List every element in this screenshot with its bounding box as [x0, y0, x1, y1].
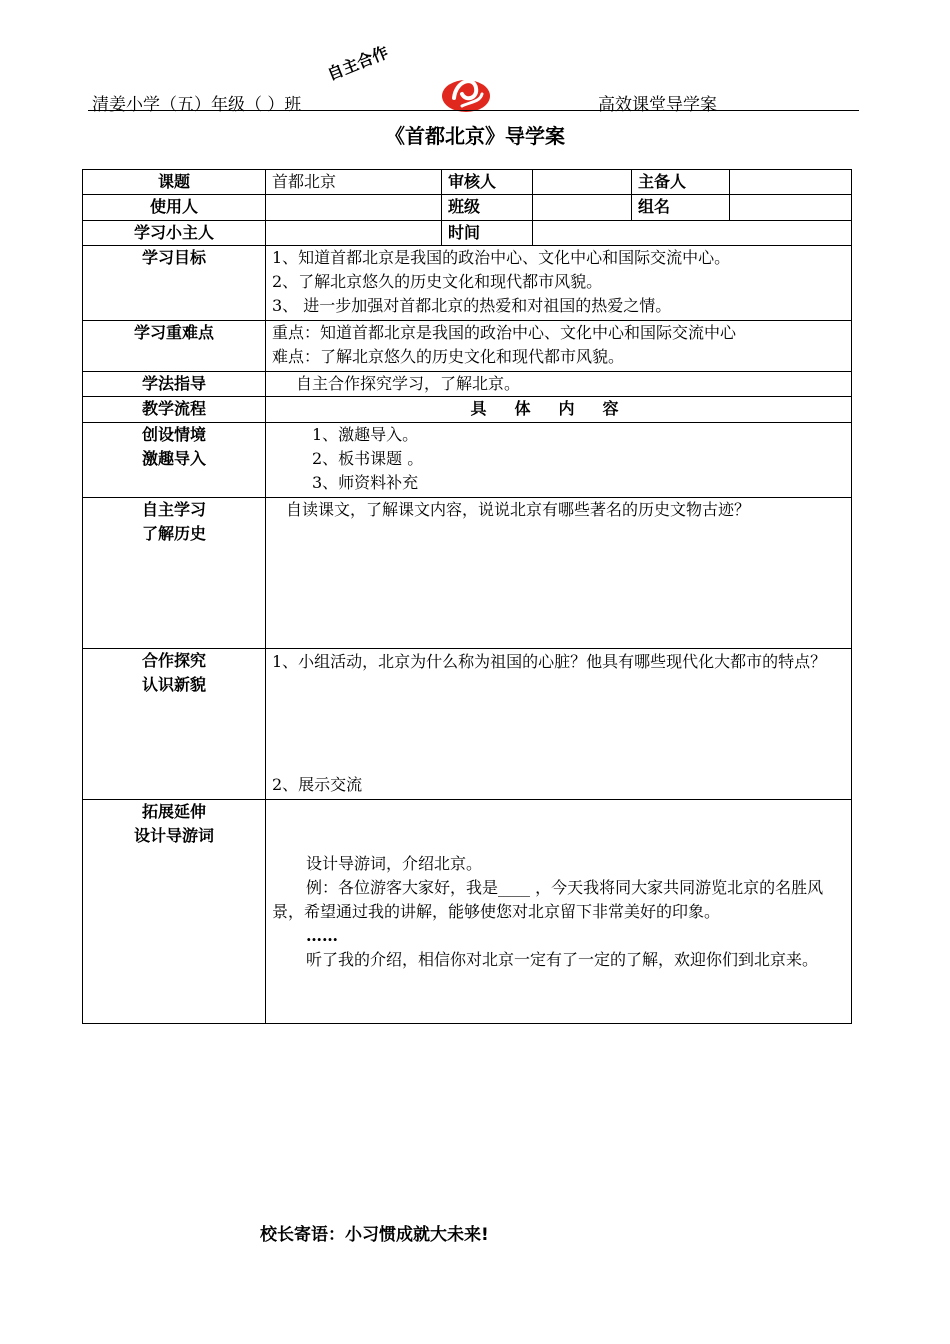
key-point-item: 难点：了解北京悠久的历史文化和现代都市风貌。 — [272, 347, 625, 366]
table-row — [83, 372, 852, 397]
table-row — [83, 246, 852, 321]
stage-label-line: 激趣导入 — [141, 449, 206, 468]
group-field[interactable] — [730, 195, 852, 221]
stage-cooperation-content[interactable] — [266, 649, 852, 800]
table-row — [83, 170, 852, 195]
method-text: 自主合作探究学习，了解北京。 — [296, 374, 521, 393]
document-title: 《首都北京》导学案 — [385, 124, 565, 148]
header-stamp-text: 自主合作 — [324, 42, 391, 85]
user-label: 使用人 — [83, 195, 266, 221]
stage-intro-label — [83, 423, 266, 498]
user-field[interactable] — [266, 195, 442, 221]
stage-label-line: 认识新貌 — [141, 675, 206, 694]
reviewer-field[interactable] — [533, 170, 632, 195]
method-label: 学法指导 — [83, 372, 266, 397]
goals-label: 学习目标 — [83, 246, 266, 321]
stage-label-line: 合作探究 — [141, 651, 206, 670]
key-point-item: 重点：知道首都北京是我国的政治中心、文化中心和国际交流中心 — [272, 323, 737, 342]
table-row — [83, 397, 852, 423]
flow-label: 教学流程 — [83, 397, 266, 423]
task-text: 自读课文，了解课文内容，说说北京有哪些著名的历史文物古迹？ — [286, 500, 751, 519]
table-row — [83, 321, 852, 372]
stage-extension-label — [83, 800, 266, 1024]
table-row — [83, 221, 852, 246]
topic-value[interactable]: 首都北京 — [266, 170, 442, 195]
reviewer-label: 审核人 — [442, 170, 533, 195]
list-item: 2、板书课题 。 — [312, 449, 424, 468]
table-row — [83, 649, 852, 800]
table-row — [83, 423, 852, 498]
stage-label-line: 设计导游词 — [133, 826, 214, 845]
goal-item: 2、了解北京悠久的历史文化和现代都市风貌。 — [272, 272, 603, 291]
preparer-field[interactable] — [730, 170, 852, 195]
stage-intro-content — [266, 423, 852, 498]
stage-extension-content[interactable] — [266, 800, 852, 1024]
goals-content — [266, 246, 852, 321]
time-field[interactable] — [533, 221, 852, 246]
table-row — [83, 800, 852, 1024]
stage-self-study-label — [83, 498, 266, 649]
school-class-header: 清姜小学（五）年级（ ）班 — [92, 95, 302, 115]
topic-label: 课题 — [83, 170, 266, 195]
ellipsis-text: …… — [306, 925, 338, 945]
method-content — [266, 372, 852, 397]
leader-label: 学习小主人 — [83, 221, 266, 246]
table-row — [83, 195, 852, 221]
task-text: 设计导游词，介绍北京。 — [306, 853, 483, 873]
list-item: 1、激趣导入。 — [312, 425, 419, 444]
leader-field[interactable] — [266, 221, 442, 246]
closing-text: 听了我的介绍，相信你对北京一定有了一定的了解，欢迎你们到北京来。 — [306, 949, 819, 969]
table-row — [83, 498, 852, 649]
group-label: 组名 — [632, 195, 730, 221]
principal-motto: 校长寄语：小习惯成就大未来! — [260, 1225, 489, 1245]
task-text: 2、展示交流 — [272, 775, 363, 794]
time-label: 时间 — [442, 221, 533, 246]
study-guide-table — [82, 169, 852, 1024]
stage-label-line: 创设情境 — [141, 425, 206, 444]
key-points-label: 学习重难点 — [83, 321, 266, 372]
goal-item: 1、知道首都北京是我国的政治中心、文化中心和国际交流中心。 — [272, 248, 731, 267]
stage-label-line: 了解历史 — [141, 524, 206, 543]
header-divider — [88, 110, 859, 111]
preparer-label: 主备人 — [632, 170, 730, 195]
example-text: 例：各位游客大家好，我是____ ，今天我将同大家共同游览北京的名胜风景，希望通过我的讲解，能够使您对北京留下非常美好的印象。 — [272, 877, 824, 921]
content-column-header: 具体内容 — [266, 397, 852, 423]
stage-label-line: 拓展延伸 — [141, 802, 206, 821]
class-label: 班级 — [442, 195, 533, 221]
class-field[interactable] — [533, 195, 632, 221]
key-points-content — [266, 321, 852, 372]
stage-self-study-content[interactable] — [266, 498, 852, 649]
list-item: 3、师资料补充 — [312, 473, 419, 492]
stage-cooperation-label — [83, 649, 266, 800]
task-text: 1、小组活动，北京为什么称为祖国的心脏？他具有哪些现代化大都市的特点？ — [272, 652, 827, 671]
goal-item: 3、 进一步加强对首都北京的热爱和对祖国的热爱之情。 — [272, 296, 672, 315]
course-type-header: 高效课堂导学案 — [598, 95, 717, 115]
stage-label-line: 自主学习 — [141, 500, 206, 519]
